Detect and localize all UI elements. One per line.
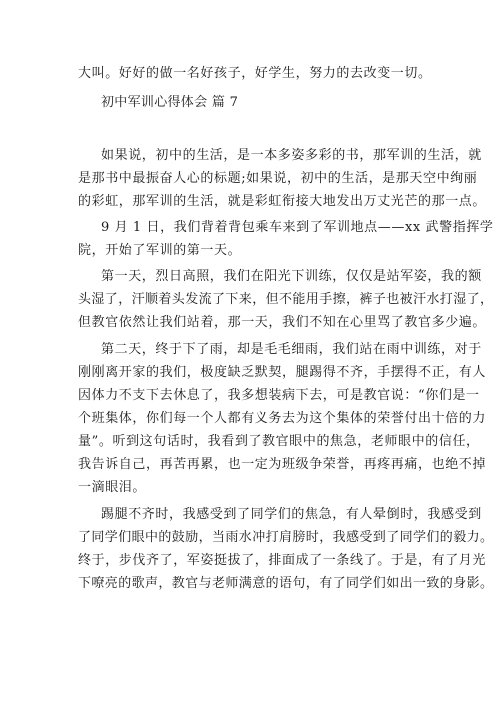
paragraph-line: 个班集体，你们每一个人都有义务去为这个集体的荣誉付出十倍的力 — [78, 411, 487, 426]
paragraph-line: 是那书中最振奋人心的标题;如果说，初中的生活，是那天空中绚丽 — [78, 171, 478, 186]
paragraph-line: 9 月 1 日，我们背着背包乘车来到了军训地点——xx 武警指挥学 — [101, 220, 494, 235]
paragraph-line: 如果说，初中的生活，是一本多姿多彩的书，那军训的生活，就 — [101, 148, 482, 163]
paragraph-line: 的彩虹，那军训的生活，就是彩虹衔接大地发出万丈光芒的那一点。 — [78, 194, 487, 209]
paragraph-line: 第一天，烈日高照，我们在阳光下训练，仅仅是站军姿，我的额 — [101, 269, 482, 284]
paragraph-line: 头湿了，汗顺着头发流了下来，但不能用手擦，裤子也被汗水打湿了， — [78, 292, 494, 307]
paragraph-line: 因体力不支下去休息了，我多想装病下去，可是教官说：“你们是一 — [78, 388, 480, 403]
paragraph-line: 终于，步伐齐了，军姿挺拔了，排面成了一条线了。于是，有了月光 — [78, 553, 487, 568]
paragraph-line: 一滴眼泪。 — [78, 480, 147, 495]
paragraph-line: 院，开始了军训的第一天。 — [78, 243, 242, 258]
paragraph-line: 踢腿不齐时，我感受到了同学们的焦急，有人晕倒时，我感受到 — [101, 507, 482, 522]
section-title: 初中军训心得体会 篇 7 — [101, 95, 239, 110]
paragraph-line: 了同学们眼中的鼓励，当雨水冲打肩膀时，我感受到了同学们的毅力。 — [78, 530, 494, 545]
paragraph-line: 但教官依然让我们站着，那一天，我们不知在心里骂了教官多少遍。 — [78, 315, 487, 330]
paragraph-line: 下嘹亮的歌声，教官与老师满意的语句，有了同学们如出一致的身影。 — [78, 576, 494, 591]
continuation-text: 大叫。好好的做一名好孩子，好学生，努力的去改变一切。 — [78, 66, 432, 81]
paragraph-line: 刚刚离开家的我们，极度缺乏默契，腿踢得不齐，手摆得不正，有人 — [78, 365, 487, 380]
paragraph-line: 量”。听到这句话时，我看到了教官眼中的焦急，老师眼中的信任， — [78, 434, 480, 449]
paragraph-line: 第二天，终于下了雨，却是毛毛细雨，我们站在雨中训练，对于 — [101, 342, 482, 357]
paragraph-line: 我告诉自己，再苦再累，也一定为班级争荣誉，再疼再痛，也绝不掉 — [78, 457, 487, 472]
